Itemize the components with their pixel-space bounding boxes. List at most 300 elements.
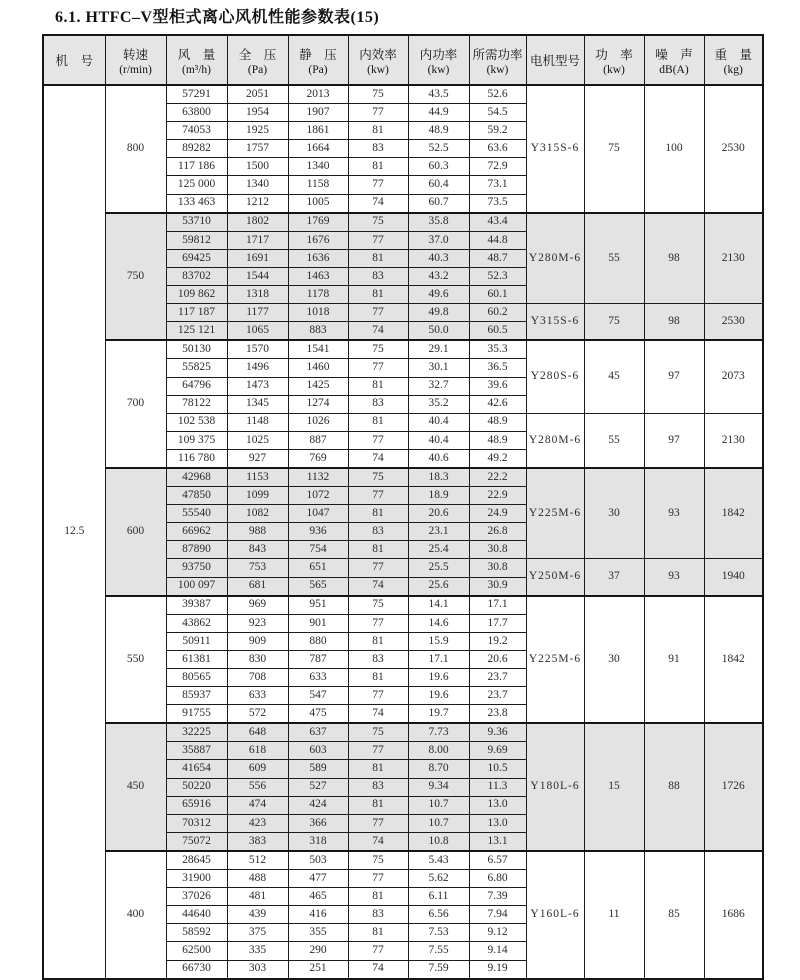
flow-cell: 65916 (166, 796, 227, 814)
internal-power-cell: 6.56 (408, 906, 469, 924)
internal-power-cell: 18.9 (408, 487, 469, 505)
total-pressure-cell: 423 (227, 814, 288, 832)
required-power-cell: 59.2 (469, 122, 526, 140)
flow-cell: 57291 (166, 85, 227, 104)
table-row (43, 340, 763, 359)
efficiency-cell: 81 (348, 286, 408, 304)
noise-cell: 85 (644, 851, 704, 979)
static-pressure-cell: 880 (288, 632, 348, 650)
required-power-cell: 49.2 (469, 449, 526, 468)
efficiency-cell: 74 (348, 322, 408, 341)
total-pressure-cell: 2051 (227, 85, 288, 104)
flow-cell: 133 463 (166, 194, 227, 213)
required-power-cell: 6.57 (469, 851, 526, 870)
static-pressure-cell: 1664 (288, 140, 348, 158)
efficiency-cell: 77 (348, 359, 408, 377)
motor-model-cell: Y315S-6 (526, 304, 584, 341)
col-header-11: 重 量 (kg) (704, 35, 763, 85)
speed-cell: 700 (105, 340, 166, 468)
total-pressure-cell: 969 (227, 596, 288, 615)
motor-power-cell: 55 (584, 413, 644, 468)
internal-power-cell: 43.2 (408, 267, 469, 285)
table-row (43, 723, 763, 742)
required-power-cell: 22.2 (469, 468, 526, 487)
internal-power-cell: 50.0 (408, 322, 469, 341)
internal-power-cell: 18.3 (408, 468, 469, 487)
flow-cell: 39387 (166, 596, 227, 615)
internal-power-cell: 23.1 (408, 523, 469, 541)
efficiency-cell: 81 (348, 249, 408, 267)
header-row (43, 35, 763, 85)
efficiency-cell: 81 (348, 632, 408, 650)
table-row (43, 213, 763, 232)
internal-power-cell: 48.9 (408, 122, 469, 140)
flow-cell: 109 375 (166, 431, 227, 449)
total-pressure-cell: 1500 (227, 158, 288, 176)
efficiency-cell: 74 (348, 960, 408, 979)
static-pressure-cell: 1018 (288, 304, 348, 322)
flow-cell: 69425 (166, 249, 227, 267)
required-power-cell: 30.9 (469, 577, 526, 596)
noise-cell: 97 (644, 413, 704, 468)
internal-power-cell: 10.7 (408, 796, 469, 814)
total-pressure-cell: 633 (227, 687, 288, 705)
required-power-cell: 72.9 (469, 158, 526, 176)
motor-power-cell: 11 (584, 851, 644, 979)
efficiency-cell: 75 (348, 851, 408, 870)
static-pressure-cell: 475 (288, 705, 348, 724)
static-pressure-cell: 1072 (288, 487, 348, 505)
static-pressure-cell: 1676 (288, 231, 348, 249)
noise-cell: 100 (644, 85, 704, 213)
flow-cell: 66962 (166, 523, 227, 541)
efficiency-cell: 77 (348, 870, 408, 888)
static-pressure-cell: 1158 (288, 176, 348, 194)
static-pressure-cell: 366 (288, 814, 348, 832)
efficiency-cell: 74 (348, 194, 408, 213)
internal-power-cell: 60.4 (408, 176, 469, 194)
total-pressure-cell: 988 (227, 523, 288, 541)
flow-cell: 125 000 (166, 176, 227, 194)
total-pressure-cell: 481 (227, 888, 288, 906)
motor-power-cell: 75 (584, 304, 644, 341)
col-header-10: 噪 声 dB(A) (644, 35, 704, 85)
page-title: 6.1. HTFC–V型柜式离心风机性能参数表(15) (55, 9, 380, 26)
required-power-cell: 35.3 (469, 340, 526, 359)
internal-power-cell: 15.9 (408, 632, 469, 650)
speed-cell: 450 (105, 723, 166, 851)
required-power-cell: 73.5 (469, 194, 526, 213)
total-pressure-cell: 1065 (227, 322, 288, 341)
total-pressure-cell: 512 (227, 851, 288, 870)
internal-power-cell: 8.70 (408, 760, 469, 778)
internal-power-cell: 40.4 (408, 431, 469, 449)
static-pressure-cell: 1274 (288, 395, 348, 413)
efficiency-cell: 75 (348, 340, 408, 359)
efficiency-cell: 77 (348, 559, 408, 577)
required-power-cell: 52.3 (469, 267, 526, 285)
total-pressure-cell: 383 (227, 832, 288, 851)
flow-cell: 66730 (166, 960, 227, 979)
required-power-cell: 24.9 (469, 505, 526, 523)
col-header-6: 内功率 (kw) (408, 35, 469, 85)
total-pressure-cell: 1496 (227, 359, 288, 377)
flow-cell: 87890 (166, 541, 227, 559)
efficiency-cell: 77 (348, 231, 408, 249)
required-power-cell: 7.39 (469, 888, 526, 906)
flow-cell: 125 121 (166, 322, 227, 341)
flow-cell: 63800 (166, 104, 227, 122)
static-pressure-cell: 251 (288, 960, 348, 979)
required-power-cell: 23.7 (469, 687, 526, 705)
static-pressure-cell: 1861 (288, 122, 348, 140)
total-pressure-cell: 1544 (227, 267, 288, 285)
static-pressure-cell: 1026 (288, 413, 348, 431)
total-pressure-cell: 375 (227, 924, 288, 942)
efficiency-cell: 81 (348, 158, 408, 176)
table-row (43, 85, 763, 104)
static-pressure-cell: 416 (288, 906, 348, 924)
internal-power-cell: 40.6 (408, 449, 469, 468)
total-pressure-cell: 909 (227, 632, 288, 650)
total-pressure-cell: 335 (227, 942, 288, 960)
internal-power-cell: 44.9 (408, 104, 469, 122)
required-power-cell: 39.6 (469, 377, 526, 395)
required-power-cell: 60.1 (469, 286, 526, 304)
required-power-cell: 17.7 (469, 614, 526, 632)
flow-cell: 62500 (166, 942, 227, 960)
efficiency-cell: 77 (348, 304, 408, 322)
efficiency-cell: 74 (348, 705, 408, 724)
internal-power-cell: 19.7 (408, 705, 469, 724)
motor-model-cell: Y225M-6 (526, 468, 584, 559)
total-pressure-cell: 1570 (227, 340, 288, 359)
required-power-cell: 9.69 (469, 742, 526, 760)
motor-power-cell: 15 (584, 723, 644, 851)
internal-power-cell: 9.34 (408, 778, 469, 796)
flow-cell: 58592 (166, 924, 227, 942)
static-pressure-cell: 951 (288, 596, 348, 615)
internal-power-cell: 7.55 (408, 942, 469, 960)
efficiency-cell: 77 (348, 687, 408, 705)
efficiency-cell: 81 (348, 377, 408, 395)
internal-power-cell: 14.6 (408, 614, 469, 632)
static-pressure-cell: 1541 (288, 340, 348, 359)
internal-power-cell: 7.73 (408, 723, 469, 742)
table-row (43, 851, 763, 870)
table-row (43, 468, 763, 487)
efficiency-cell: 77 (348, 431, 408, 449)
static-pressure-cell: 465 (288, 888, 348, 906)
total-pressure-cell: 303 (227, 960, 288, 979)
flow-cell: 32225 (166, 723, 227, 742)
flow-cell: 53710 (166, 213, 227, 232)
static-pressure-cell: 589 (288, 760, 348, 778)
motor-model-cell: Y280S-6 (526, 340, 584, 413)
required-power-cell: 9.36 (469, 723, 526, 742)
required-power-cell: 43.4 (469, 213, 526, 232)
flow-cell: 50220 (166, 778, 227, 796)
total-pressure-cell: 439 (227, 906, 288, 924)
motor-model-cell: Y180L-6 (526, 723, 584, 851)
weight-cell: 1940 (704, 559, 763, 596)
static-pressure-cell: 637 (288, 723, 348, 742)
required-power-cell: 11.3 (469, 778, 526, 796)
static-pressure-cell: 1769 (288, 213, 348, 232)
total-pressure-cell: 1345 (227, 395, 288, 413)
efficiency-cell: 77 (348, 487, 408, 505)
static-pressure-cell: 883 (288, 322, 348, 341)
col-header-5: 内效率 (kw) (348, 35, 408, 85)
internal-power-cell: 32.7 (408, 377, 469, 395)
required-power-cell: 60.2 (469, 304, 526, 322)
total-pressure-cell: 1925 (227, 122, 288, 140)
efficiency-cell: 74 (348, 449, 408, 468)
total-pressure-cell: 1025 (227, 431, 288, 449)
efficiency-cell: 74 (348, 577, 408, 596)
speed-cell: 750 (105, 213, 166, 341)
motor-power-cell: 55 (584, 213, 644, 304)
total-pressure-cell: 843 (227, 541, 288, 559)
motor-model-cell: Y315S-6 (526, 85, 584, 213)
static-pressure-cell: 887 (288, 431, 348, 449)
total-pressure-cell: 753 (227, 559, 288, 577)
flow-cell: 109 862 (166, 286, 227, 304)
total-pressure-cell: 1153 (227, 468, 288, 487)
motor-power-cell: 75 (584, 85, 644, 213)
efficiency-cell: 75 (348, 213, 408, 232)
total-pressure-cell: 1177 (227, 304, 288, 322)
motor-model-cell: Y160L-6 (526, 851, 584, 979)
internal-power-cell: 5.62 (408, 870, 469, 888)
internal-power-cell: 10.8 (408, 832, 469, 851)
total-pressure-cell: 1099 (227, 487, 288, 505)
efficiency-cell: 81 (348, 924, 408, 942)
weight-cell: 1842 (704, 468, 763, 559)
static-pressure-cell: 355 (288, 924, 348, 942)
flow-cell: 78122 (166, 395, 227, 413)
flow-cell: 91755 (166, 705, 227, 724)
internal-power-cell: 8.00 (408, 742, 469, 760)
flow-cell: 35887 (166, 742, 227, 760)
required-power-cell: 48.9 (469, 431, 526, 449)
motor-model-cell: Y250M-6 (526, 559, 584, 596)
static-pressure-cell: 318 (288, 832, 348, 851)
flow-cell: 42968 (166, 468, 227, 487)
flow-cell: 102 538 (166, 413, 227, 431)
motor-power-cell: 45 (584, 340, 644, 413)
static-pressure-cell: 527 (288, 778, 348, 796)
col-header-4: 静 压 (Pa) (288, 35, 348, 85)
efficiency-cell: 83 (348, 650, 408, 668)
static-pressure-cell: 565 (288, 577, 348, 596)
efficiency-cell: 83 (348, 523, 408, 541)
col-header-2: 风 量 (m³/h) (166, 35, 227, 85)
noise-cell: 97 (644, 340, 704, 413)
internal-power-cell: 20.6 (408, 505, 469, 523)
weight-cell: 1842 (704, 596, 763, 724)
total-pressure-cell: 1717 (227, 231, 288, 249)
static-pressure-cell: 477 (288, 870, 348, 888)
required-power-cell: 13.1 (469, 832, 526, 851)
internal-power-cell: 52.5 (408, 140, 469, 158)
total-pressure-cell: 618 (227, 742, 288, 760)
required-power-cell: 13.0 (469, 796, 526, 814)
flow-cell: 74053 (166, 122, 227, 140)
required-power-cell: 9.12 (469, 924, 526, 942)
speed-cell: 800 (105, 85, 166, 213)
static-pressure-cell: 603 (288, 742, 348, 760)
efficiency-cell: 77 (348, 614, 408, 632)
required-power-cell: 54.5 (469, 104, 526, 122)
efficiency-cell: 77 (348, 104, 408, 122)
efficiency-cell: 74 (348, 832, 408, 851)
internal-power-cell: 49.6 (408, 286, 469, 304)
col-header-8: 电机型号 (526, 35, 584, 85)
efficiency-cell: 83 (348, 906, 408, 924)
static-pressure-cell: 2013 (288, 85, 348, 104)
internal-power-cell: 14.1 (408, 596, 469, 615)
weight-cell: 2530 (704, 304, 763, 341)
internal-power-cell: 25.4 (408, 541, 469, 559)
efficiency-cell: 81 (348, 796, 408, 814)
machine-no-cell: 12.5 (43, 85, 105, 979)
efficiency-cell: 83 (348, 267, 408, 285)
efficiency-cell: 77 (348, 176, 408, 194)
internal-power-cell: 60.3 (408, 158, 469, 176)
required-power-cell: 13.0 (469, 814, 526, 832)
efficiency-cell: 75 (348, 596, 408, 615)
internal-power-cell: 19.6 (408, 669, 469, 687)
flow-cell: 80565 (166, 669, 227, 687)
noise-cell: 91 (644, 596, 704, 724)
flow-cell: 75072 (166, 832, 227, 851)
internal-power-cell: 29.1 (408, 340, 469, 359)
flow-cell: 89282 (166, 140, 227, 158)
total-pressure-cell: 572 (227, 705, 288, 724)
required-power-cell: 23.7 (469, 669, 526, 687)
required-power-cell: 26.8 (469, 523, 526, 541)
efficiency-cell: 83 (348, 395, 408, 413)
total-pressure-cell: 1340 (227, 176, 288, 194)
required-power-cell: 23.8 (469, 705, 526, 724)
flow-cell: 41654 (166, 760, 227, 778)
table-header (43, 35, 763, 85)
fan-performance-table (42, 34, 764, 980)
internal-power-cell: 40.4 (408, 413, 469, 431)
static-pressure-cell: 651 (288, 559, 348, 577)
efficiency-cell: 81 (348, 669, 408, 687)
total-pressure-cell: 1082 (227, 505, 288, 523)
internal-power-cell: 35.8 (408, 213, 469, 232)
required-power-cell: 60.5 (469, 322, 526, 341)
flow-cell: 117 187 (166, 304, 227, 322)
flow-cell: 83702 (166, 267, 227, 285)
motor-power-cell: 30 (584, 596, 644, 724)
col-header-9: 功 率 (kw) (584, 35, 644, 85)
noise-cell: 93 (644, 468, 704, 559)
internal-power-cell: 7.53 (408, 924, 469, 942)
flow-cell: 50130 (166, 340, 227, 359)
static-pressure-cell: 754 (288, 541, 348, 559)
weight-cell: 1686 (704, 851, 763, 979)
flow-cell: 116 780 (166, 449, 227, 468)
required-power-cell: 42.6 (469, 395, 526, 413)
efficiency-cell: 81 (348, 541, 408, 559)
required-power-cell: 20.6 (469, 650, 526, 668)
required-power-cell: 9.19 (469, 960, 526, 979)
flow-cell: 43862 (166, 614, 227, 632)
static-pressure-cell: 1132 (288, 468, 348, 487)
total-pressure-cell: 1473 (227, 377, 288, 395)
efficiency-cell: 83 (348, 140, 408, 158)
static-pressure-cell: 290 (288, 942, 348, 960)
total-pressure-cell: 1212 (227, 194, 288, 213)
static-pressure-cell: 1463 (288, 267, 348, 285)
motor-model-cell: Y280M-6 (526, 213, 584, 304)
internal-power-cell: 10.7 (408, 814, 469, 832)
required-power-cell: 6.80 (469, 870, 526, 888)
flow-cell: 37026 (166, 888, 227, 906)
required-power-cell: 17.1 (469, 596, 526, 615)
required-power-cell: 48.7 (469, 249, 526, 267)
static-pressure-cell: 1460 (288, 359, 348, 377)
speed-cell: 550 (105, 596, 166, 724)
static-pressure-cell: 424 (288, 796, 348, 814)
noise-cell: 93 (644, 559, 704, 596)
static-pressure-cell: 1907 (288, 104, 348, 122)
required-power-cell: 44.8 (469, 231, 526, 249)
total-pressure-cell: 1691 (227, 249, 288, 267)
static-pressure-cell: 1005 (288, 194, 348, 213)
efficiency-cell: 83 (348, 778, 408, 796)
total-pressure-cell: 923 (227, 614, 288, 632)
weight-cell: 2130 (704, 413, 763, 468)
static-pressure-cell: 1340 (288, 158, 348, 176)
static-pressure-cell: 1178 (288, 286, 348, 304)
total-pressure-cell: 927 (227, 449, 288, 468)
motor-power-cell: 37 (584, 559, 644, 596)
internal-power-cell: 43.5 (408, 85, 469, 104)
internal-power-cell: 7.59 (408, 960, 469, 979)
efficiency-cell: 75 (348, 723, 408, 742)
static-pressure-cell: 787 (288, 650, 348, 668)
total-pressure-cell: 1318 (227, 286, 288, 304)
internal-power-cell: 17.1 (408, 650, 469, 668)
weight-cell: 2130 (704, 213, 763, 304)
static-pressure-cell: 769 (288, 449, 348, 468)
efficiency-cell: 75 (348, 85, 408, 104)
efficiency-cell: 81 (348, 413, 408, 431)
noise-cell: 88 (644, 723, 704, 851)
flow-cell: 85937 (166, 687, 227, 705)
total-pressure-cell: 474 (227, 796, 288, 814)
required-power-cell: 9.14 (469, 942, 526, 960)
flow-cell: 61381 (166, 650, 227, 668)
internal-power-cell: 25.6 (408, 577, 469, 596)
total-pressure-cell: 1802 (227, 213, 288, 232)
required-power-cell: 30.8 (469, 541, 526, 559)
efficiency-cell: 77 (348, 942, 408, 960)
col-header-1: 转速 (r/min) (105, 35, 166, 85)
static-pressure-cell: 936 (288, 523, 348, 541)
efficiency-cell: 81 (348, 505, 408, 523)
efficiency-cell: 81 (348, 122, 408, 140)
total-pressure-cell: 648 (227, 723, 288, 742)
internal-power-cell: 19.6 (408, 687, 469, 705)
table-row (43, 596, 763, 615)
required-power-cell: 19.2 (469, 632, 526, 650)
